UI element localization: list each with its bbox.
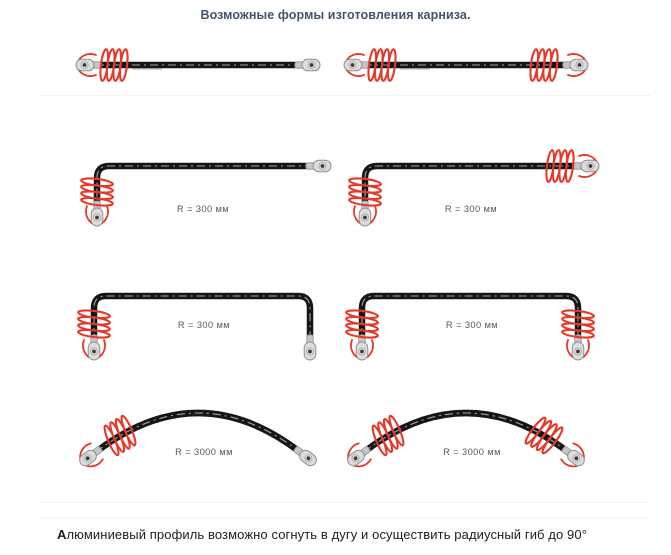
cap-dot <box>310 63 314 67</box>
spring-coil <box>367 414 409 457</box>
diagram-straight-rod-coil-left <box>70 40 326 90</box>
end-cap <box>563 54 588 76</box>
spring-coil <box>99 414 141 457</box>
radius-label: R = 300 мм <box>176 204 230 214</box>
rod-profile <box>362 296 578 342</box>
radius-label: R = 3000 мм <box>175 447 233 457</box>
cap-dot <box>308 350 312 354</box>
diagram-arc-coil-both <box>338 390 594 480</box>
cap-dot <box>83 63 87 67</box>
diagram-l-bend-coil-left <box>70 138 326 238</box>
footer-text: люминиевый профиль возможно согнуть в дугу и осуществить радиусный гиб до 90° <box>66 527 587 542</box>
rod-profile <box>365 166 581 208</box>
diagram-u-bend-coil-both <box>338 276 594 371</box>
divider <box>40 502 651 503</box>
end-cap <box>306 160 331 172</box>
rod-profile <box>94 296 310 342</box>
cap-dot <box>576 350 580 354</box>
divider <box>40 517 651 518</box>
spring-coil <box>523 414 565 457</box>
divider <box>40 95 651 96</box>
radius-label: R = 300 мм <box>177 320 231 330</box>
rod-centerline <box>94 296 310 342</box>
cap-dot <box>321 164 325 168</box>
end-cap <box>292 444 319 468</box>
radius-label: R = 300 мм <box>444 204 498 214</box>
rod-centerline <box>362 296 578 342</box>
footer-note <box>57 527 587 542</box>
radius-label: R = 300 мм <box>445 320 499 330</box>
end-cap <box>344 54 369 76</box>
rod-centerline <box>97 166 313 208</box>
radius-label: R = 3000 мм <box>443 447 501 457</box>
end-cap <box>567 335 589 360</box>
cap-dot <box>95 216 99 220</box>
rod-centerline <box>365 166 581 208</box>
diagram-l-bend-coil-both <box>338 138 594 238</box>
end-cap <box>351 335 373 360</box>
diagram-u-bend-coil-left <box>70 276 326 371</box>
footer-lead: А <box>57 527 67 542</box>
cap-dot <box>578 63 582 67</box>
cap-dot <box>589 164 593 168</box>
rod-profile <box>97 166 313 208</box>
end-cap <box>76 54 101 76</box>
end-cap <box>574 155 599 177</box>
cap-dot <box>360 350 364 354</box>
cap-dot <box>363 216 367 220</box>
cap-dot <box>351 63 355 67</box>
end-cap <box>304 335 316 360</box>
cap-dot <box>92 350 96 354</box>
end-cap <box>83 335 105 360</box>
diagram-arc-coil-left <box>70 390 326 480</box>
diagram-straight-rod-coil-both <box>338 40 594 90</box>
page-title: Возможные формы изготовления карниза. <box>200 8 471 22</box>
end-cap <box>295 59 320 71</box>
